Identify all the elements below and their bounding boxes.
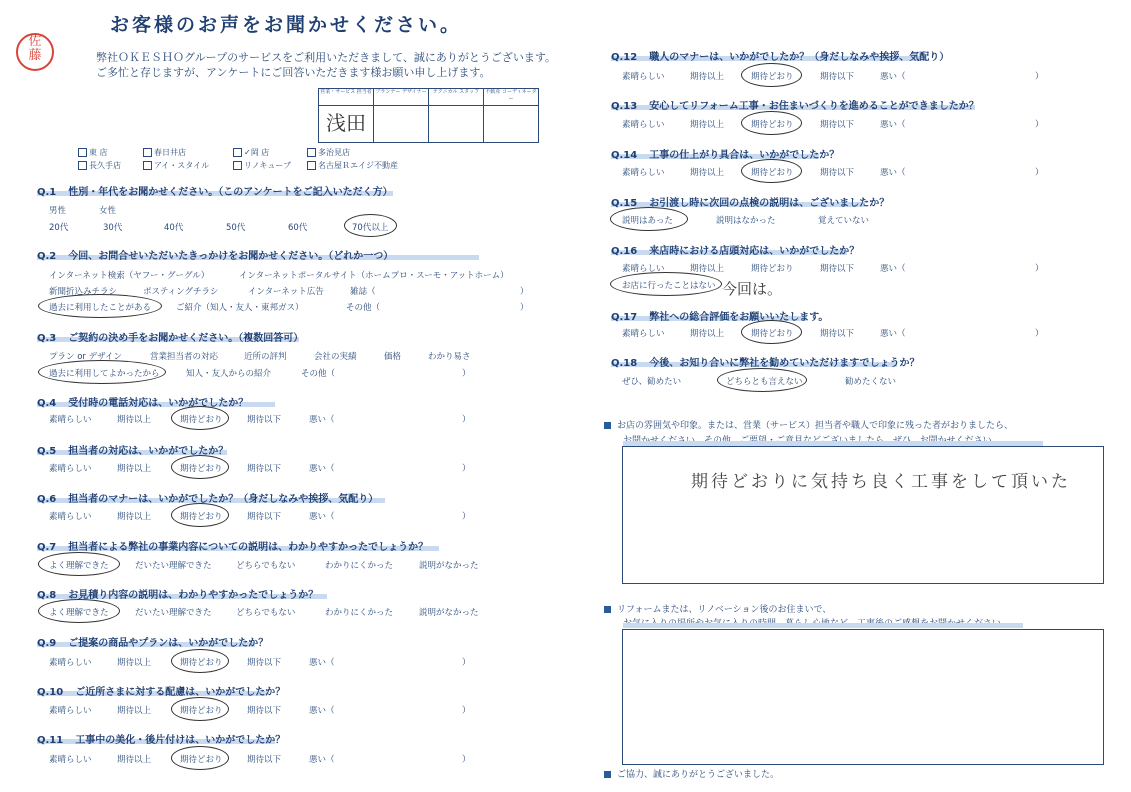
answer-option-selected[interactable]: 期待どおり xyxy=(180,415,223,425)
answer-option[interactable]: 素晴らしい xyxy=(49,512,92,522)
selection-circle xyxy=(717,368,807,392)
question-2-title: Q.2 今回、お問合せいただいたきっかけをお聞かせください。（どれか一つ） xyxy=(37,251,394,262)
answer-option[interactable]: 知人・友人からの紹介 xyxy=(186,369,272,379)
answer-option[interactable]: 悪い（ xyxy=(880,72,906,82)
answer-option[interactable]: 期待以上 xyxy=(690,168,725,178)
square-bullet-icon xyxy=(604,771,611,778)
answer-option-selected[interactable]: 期待どおり xyxy=(180,512,223,522)
selection-circle xyxy=(38,599,120,623)
selection-circle xyxy=(171,649,229,673)
answer-option[interactable]: 悪い（ xyxy=(309,658,335,668)
question-12-title: Q.12 職人のマナーは、いかがでしたか？（身だしなみや挨拶、気配り） xyxy=(611,52,950,63)
answer-option[interactable]: どちらでもない xyxy=(236,561,296,571)
answer-option[interactable]: 悪い（ xyxy=(880,264,906,274)
answer-option[interactable]: 悪い（ xyxy=(880,168,906,178)
answer-option[interactable]: 期待以上 xyxy=(690,72,725,82)
answer-option[interactable]: 50代 xyxy=(226,223,246,233)
question-16-title: Q.16 来店時における店頭対応は、いかがでしたか？ xyxy=(611,246,860,257)
answer-option[interactable]: 悪い（ xyxy=(309,512,335,522)
answer-option[interactable]: インターネットポータルサイト（ホームプロ・スーモ・アットホーム） xyxy=(239,271,509,281)
answer-option[interactable]: 悪い（ xyxy=(309,755,335,765)
answer-option[interactable]: 期待以上 xyxy=(117,706,152,716)
answer-option-selected[interactable]: 期待どおり xyxy=(180,706,223,716)
checkbox-icon xyxy=(143,161,152,170)
staff-header-technical: テクニカル スタッフ xyxy=(429,89,484,106)
close-paren: ） xyxy=(520,287,529,297)
store-option[interactable]: 名古屋Ｒエイジ不動産 xyxy=(307,160,398,171)
answer-option[interactable]: わかりにくかった xyxy=(325,561,394,571)
selection-circle xyxy=(171,746,229,770)
close-paren: ） xyxy=(462,415,471,425)
checkbox-icon xyxy=(307,161,316,170)
staff-table xyxy=(318,88,539,143)
answer-option[interactable]: 期待以下 xyxy=(820,120,855,130)
answer-option-selected[interactable]: お店に行ったことはない xyxy=(622,281,716,291)
answer-option-selected[interactable]: どちらとも言えない xyxy=(726,377,803,387)
answer-option[interactable]: 60代 xyxy=(288,223,308,233)
answer-option[interactable]: わかりにくかった xyxy=(325,608,394,618)
answer-option[interactable]: 説明がなかった xyxy=(419,608,479,618)
answer-option[interactable]: 素晴らしい xyxy=(622,168,665,178)
answer-option[interactable]: 期待以下 xyxy=(820,168,855,178)
answer-option[interactable]: 素晴らしい xyxy=(622,72,665,82)
answer-option-selected[interactable]: 期待どおり xyxy=(180,464,223,474)
question-6-title: Q.6 担当者のマナーは、いかがでしたか？（身だしなみや挨拶、気配り） xyxy=(37,494,379,505)
answer-option-selected[interactable]: 期待どおり xyxy=(751,72,794,82)
store-option[interactable]: 春日井店 xyxy=(143,147,186,158)
answer-option-selected[interactable]: 過去に利用してよかったから xyxy=(49,369,160,379)
answer-option[interactable]: 期待以下 xyxy=(247,755,282,765)
answer-option[interactable]: 30代 xyxy=(103,223,123,233)
intro-line-1: 弊社ＯＫＥＳＨＯグループのサービスをご利用いただきまして、誠にありがとうございます。 xyxy=(96,51,557,64)
selection-circle xyxy=(38,552,120,576)
answer-option[interactable]: 悪い（ xyxy=(309,415,335,425)
checkbox-icon xyxy=(233,148,242,157)
answer-option-selected[interactable]: 過去に利用したことがある xyxy=(49,303,152,313)
close-paren: ） xyxy=(462,464,471,474)
question-10-title: Q.10 ご近所さまに対する配慮は、いかがでしたか？ xyxy=(37,687,286,698)
selection-circle xyxy=(610,272,722,296)
answer-option[interactable]: ポスティングチラシ xyxy=(143,287,219,297)
staff-planner-cell[interactable] xyxy=(374,106,429,143)
answer-option-selected[interactable]: よく理解できた xyxy=(49,608,109,618)
question-7-title: Q.7 担当者による弊社の事業内容についての説明は、わかりやすかったでしょうか？ xyxy=(37,542,429,553)
answer-option[interactable]: 女性 xyxy=(99,206,117,216)
answer-option[interactable]: 素晴らしい xyxy=(622,120,665,130)
staff-sales-name: 浅田 xyxy=(326,111,366,135)
selection-circle xyxy=(38,360,166,384)
close-paren: ） xyxy=(462,755,471,765)
answer-option[interactable]: だいたい理解できた xyxy=(135,561,212,571)
answer-option[interactable]: 期待以下 xyxy=(820,264,855,274)
selection-circle xyxy=(741,159,802,183)
square-bullet-icon xyxy=(604,422,611,429)
selection-circle xyxy=(171,503,229,527)
answer-option[interactable]: 雑誌（ xyxy=(350,287,376,297)
answer-option[interactable]: その他（ xyxy=(346,303,381,313)
answer-option[interactable]: 期待以下 xyxy=(820,72,855,82)
answer-option[interactable]: 期待以下 xyxy=(820,329,855,339)
close-paren: ） xyxy=(1035,72,1044,82)
answer-option[interactable]: 勧めたくない xyxy=(845,377,897,387)
close-paren: ） xyxy=(462,658,471,668)
answer-option[interactable]: 期待以上 xyxy=(690,264,725,274)
selection-circle xyxy=(741,111,802,135)
answer-option[interactable]: 期待以上 xyxy=(690,120,725,130)
question-18-title: Q.18 今後、お知り合いに弊社を勧めていただけますでしょうか？ xyxy=(611,358,920,369)
answer-option[interactable]: 価格 xyxy=(384,352,402,362)
close-paren: ） xyxy=(520,303,529,313)
close-paren: ） xyxy=(1035,168,1044,178)
store-option[interactable]: リノキューブ xyxy=(233,160,291,171)
answer-option-selected[interactable]: 期待どおり xyxy=(751,168,794,178)
answer-option-selected[interactable]: 70代以上 xyxy=(352,223,389,233)
store-option[interactable]: 長久手店 xyxy=(78,160,121,171)
question-9-title: Q.9 ご提案の商品やプランは、いかがでしたか？ xyxy=(37,638,269,649)
answer-option[interactable]: 素晴らしい xyxy=(49,755,92,765)
checkbox-icon xyxy=(78,148,87,157)
question-15-title: Q.15 お引渡し時に次回の点検の説明は、ございましたか？ xyxy=(611,198,890,209)
checkbox-icon xyxy=(78,161,87,170)
selection-circle xyxy=(171,697,229,721)
answer-option[interactable]: 説明がなかった xyxy=(419,561,479,571)
answer-option[interactable]: 期待以上 xyxy=(117,415,152,425)
staff-realestate-cell[interactable] xyxy=(484,106,539,143)
answer-option[interactable]: 期待以下 xyxy=(247,415,282,425)
answer-option[interactable]: 期待以上 xyxy=(117,464,152,474)
close-paren: ） xyxy=(1035,120,1044,130)
answer-option[interactable]: 期待以下 xyxy=(247,512,282,522)
answer-option[interactable]: インターネット検索（ヤフー・グーグル） xyxy=(49,271,210,281)
answer-option[interactable]: 期待以上 xyxy=(117,755,152,765)
checkbox-icon xyxy=(307,148,316,157)
selection-circle xyxy=(171,455,229,479)
store-option[interactable]: 多治見店 xyxy=(307,147,350,158)
comment-prompt-2-line-1: リフォームまたは、リノベーション後のお住まいで、 xyxy=(604,602,831,615)
answer-option[interactable]: 近所の評判 xyxy=(244,352,287,362)
close-paren: ） xyxy=(1035,329,1044,339)
question-3-title: Q.3 ご契約の決め手をお聞かせください。（複数回答可） xyxy=(37,333,304,344)
answer-option[interactable]: 期待以下 xyxy=(247,658,282,668)
answer-option[interactable]: その他（ xyxy=(301,369,336,379)
selection-circle xyxy=(344,214,397,237)
answer-option[interactable]: 覚えていない xyxy=(818,216,870,226)
comment-box-2[interactable] xyxy=(622,629,1104,765)
answer-option[interactable]: 素晴らしい xyxy=(622,329,665,339)
answer-option[interactable]: インターネット広告 xyxy=(248,287,324,297)
answer-option[interactable]: 素晴らしい xyxy=(49,706,92,716)
answer-option[interactable]: 悪い（ xyxy=(880,120,906,130)
answer-option[interactable]: ご紹介（知人・友人・東邦ガス） xyxy=(176,303,304,313)
answer-option[interactable]: 期待以上 xyxy=(690,329,725,339)
answer-option[interactable]: 悪い（ xyxy=(309,706,335,716)
selection-circle xyxy=(741,320,802,344)
answer-option[interactable]: 20代 xyxy=(49,223,69,233)
question-4-title: Q.4 受付時の電話対応は、いかがでしたか？ xyxy=(37,398,249,409)
question-1-title: Q.1 性別・年代をお聞かせください。（このアンケートをご記入いただく方） xyxy=(37,187,393,198)
staff-technical-cell[interactable] xyxy=(429,106,484,143)
selection-circle xyxy=(741,63,802,87)
answer-option-selected[interactable]: 期待どおり xyxy=(180,658,223,668)
question-5-title: Q.5 担当者の対応は、いかがでしたか？ xyxy=(37,446,229,457)
staff-header-planner: プランナー デザイナー xyxy=(374,89,429,106)
answer-option[interactable]: 期待どおり xyxy=(751,264,794,274)
answer-option-selected[interactable]: 説明はあった xyxy=(622,216,673,226)
answer-option[interactable]: 悪い（ xyxy=(309,464,335,474)
answer-option[interactable]: 期待以下 xyxy=(247,464,282,474)
comment-1-handwriting: 期待どおりに気持ち良く工事をして頂いた xyxy=(691,472,1071,492)
comment-box-1[interactable] xyxy=(622,446,1104,584)
staff-sales-cell[interactable] xyxy=(319,106,374,143)
store-option[interactable]: ✓岡 店 xyxy=(233,147,269,158)
selection-circle xyxy=(171,406,229,430)
answer-option-selected[interactable]: 期待どおり xyxy=(751,329,794,339)
answer-option[interactable]: 期待以下 xyxy=(247,706,282,716)
square-bullet-icon xyxy=(604,606,611,613)
close-paren: ） xyxy=(1035,264,1044,274)
prompt-highlight-bar xyxy=(623,623,1023,628)
checkbox-icon xyxy=(143,148,152,157)
answer-option[interactable]: だいたい理解できた xyxy=(135,608,212,618)
store-option[interactable]: アイ・スタイル xyxy=(143,160,209,171)
answer-option[interactable]: 素晴らしい xyxy=(49,658,92,668)
answer-option-selected[interactable]: よく理解できた xyxy=(49,561,109,571)
answer-option[interactable]: 会社の実績 xyxy=(314,352,357,362)
answer-option[interactable]: 40代 xyxy=(164,223,184,233)
answer-option[interactable]: 悪い（ xyxy=(880,329,906,339)
question-14-title: Q.14 工事の仕上がり具合は、いかがでしたか？ xyxy=(611,150,840,161)
comment-prompt-1-line-1: お店の雰囲気や印象。または、営業（サービス）担当者や職人で印象に残った者がおりましたら、 xyxy=(604,418,1013,431)
answer-option[interactable]: 新聞折込みチラシ xyxy=(49,287,118,297)
answer-option[interactable]: 営業担当者の対応 xyxy=(150,352,219,362)
store-option[interactable]: 東 店 xyxy=(78,147,108,158)
survey-title: お客様のお声をお聞かせください。 xyxy=(110,14,463,36)
answer-option[interactable]: 素晴らしい xyxy=(622,264,665,274)
selection-circle xyxy=(38,294,162,318)
question-13-title: Q.13 安心してリフォーム工事・お住まいづくりを進めることができましたか？ xyxy=(611,101,979,112)
answer-option-selected[interactable]: 期待どおり xyxy=(180,755,223,765)
question-11-title: Q.11 工事中の美化・後片付けは、いかがでしたか？ xyxy=(37,735,286,746)
close-paren: ） xyxy=(462,369,471,379)
checkbox-icon xyxy=(233,161,242,170)
answer-option-selected[interactable]: 期待どおり xyxy=(751,120,794,130)
answer-option[interactable]: わかり易さ xyxy=(428,352,471,362)
handwritten-note: 今回は。 xyxy=(722,280,783,298)
intro-line-2: ご多忙と存じますが、アンケートにご回答いただきます様お願い申し上げます。 xyxy=(96,66,491,79)
answer-option[interactable]: 素晴らしい xyxy=(49,415,92,425)
answer-option[interactable]: 素晴らしい xyxy=(49,464,92,474)
thanks-message: ご協力、誠にありがとうございました。 xyxy=(604,767,779,780)
close-paren: ） xyxy=(462,706,471,716)
answer-option[interactable]: 期待以上 xyxy=(117,658,152,668)
question-8-title: Q.8 お見積り内容の説明は、わかりやすかったでしょうか？ xyxy=(37,590,319,601)
question-17-title: Q.17 弊社への総合評価をお願いいたします。 xyxy=(611,312,829,323)
answer-option[interactable]: どちらでもない xyxy=(236,608,296,618)
answer-option[interactable]: 期待以上 xyxy=(117,512,152,522)
selection-circle xyxy=(610,207,688,231)
staff-header-sales: 営業・サービス 担当者 xyxy=(319,89,374,106)
staff-header-realestate: 不動産 コーディネーター xyxy=(484,89,539,106)
close-paren: ） xyxy=(462,512,471,522)
name-seal-stamp: 佐 藤 xyxy=(16,33,54,71)
answer-option[interactable]: 男性 xyxy=(49,206,67,216)
answer-option[interactable]: 説明はなかった xyxy=(716,216,776,226)
answer-option[interactable]: ぜひ、勧めたい xyxy=(622,377,682,387)
answer-option[interactable]: プラン or デザイン xyxy=(49,352,123,362)
